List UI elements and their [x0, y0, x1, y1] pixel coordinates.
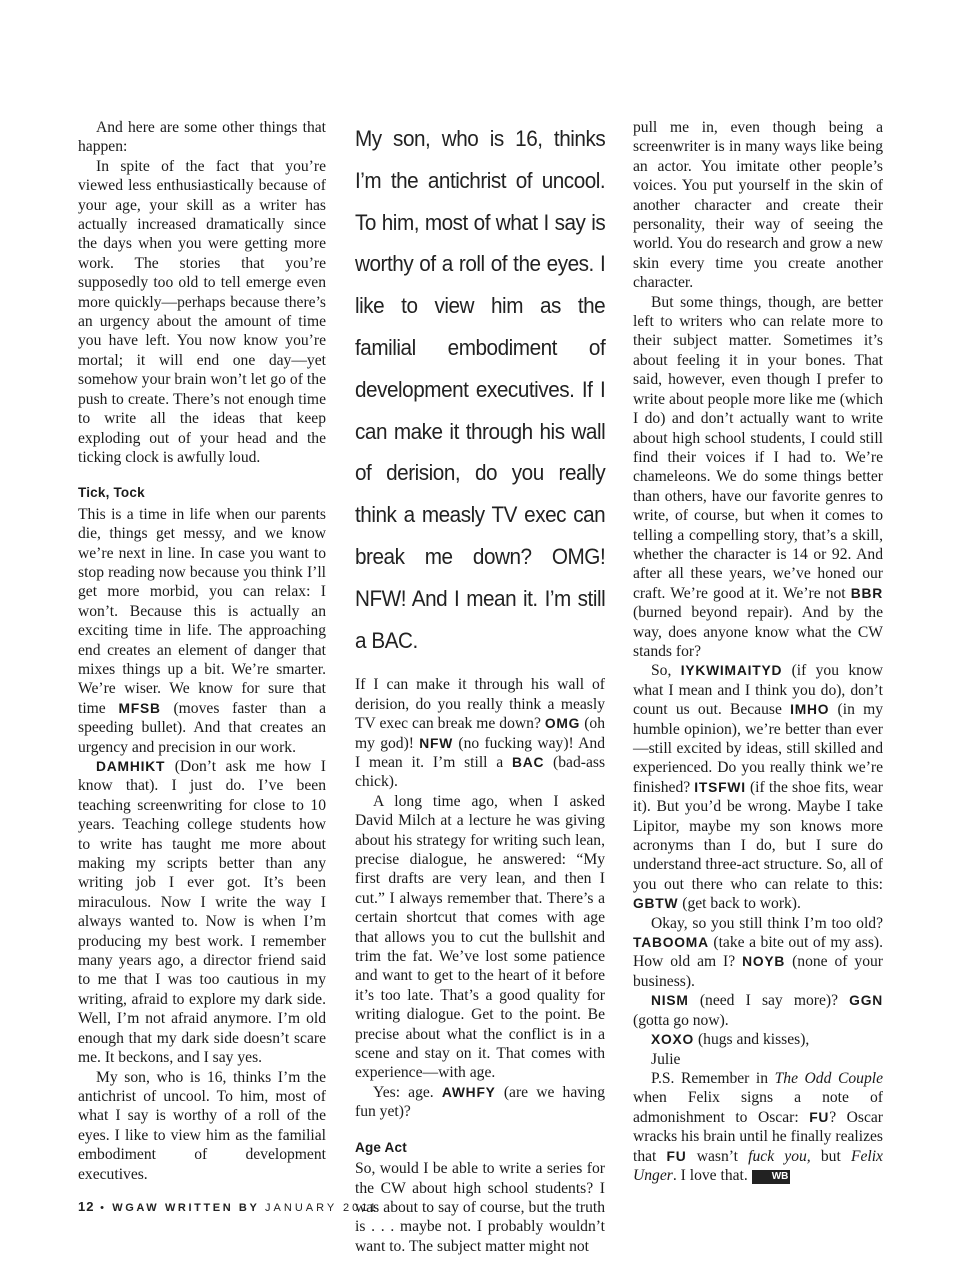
column-right — [633, 118, 883, 1185]
acronym: GGN — [849, 993, 883, 1009]
paragraph: If I can make it through his wall of derision, do you really think a measly TV exec can break me down? OMG (oh my god)! NFW (no fucking way)! And I mean it. I’m still a BAC (bad-ass chick). — [355, 676, 606, 791]
acronym: FU — [809, 1109, 830, 1125]
show-title: The Odd Couple — [774, 1069, 883, 1087]
acronym: AWHFY — [441, 1084, 496, 1100]
pull-quote: My son, who is 16, thinks I’m the antichrist of uncool. To him, most of what I say is worthy of a roll of the eyes. I like to view him as the familial embodiment of development executives. If I can make it through his wall of derision, do you really think a measly TV exec can break me down? OMG! NFW! And I mean it. I’m still a BAC. — [355, 126, 606, 653]
paragraph: Yes: age. AWHFY (are we having fun yet)? — [355, 1083, 605, 1121]
acronym: BAC — [511, 754, 545, 770]
end-mark-icon: WB — [752, 1170, 791, 1184]
page-footer — [78, 1199, 379, 1214]
paragraph: So, would I be able to write a series for the CW about high school students? I was about to say of course, but the truth is . . . maybe not. I probably wouldn’t want to. The subject matter might not — [355, 1160, 605, 1255]
acronym: NFW — [419, 735, 454, 751]
paragraph: XOXO (hugs and kisses), — [651, 1031, 810, 1049]
paragraph: NISM (need I say more)? GGN (gotta go now). — [633, 992, 883, 1029]
column-middle — [355, 118, 605, 1256]
issue-date: JANUARY 2011 — [265, 1202, 379, 1214]
paragraph-postscript: P.S. Remember in The Odd Couple when Felix signs a note of admonishment to Oscar: FU? Oscar wracks his brain until he finally realizes that FU wasn’t fuck you, but Felix Unger. I love that. WB — [633, 1069, 884, 1184]
paragraph: My son, who is 16, thinks I’m the antichrist of uncool. To him, most of what I say is worthy of a roll of the eyes. I like to view him as the familial embodiment of development executives. — [78, 1068, 326, 1183]
paragraph: A long time ago, when I asked David Milch at a lecture he was giving about his strategy for writing such lean, precise dialogue, he answered: “My first drafts are very lean, and then I cut.” I always remember that. There’s a certain shortcut that comes with age that allows you to cut the bullshit and trim the fat. We’ve lost some patience and want to get to the heart of it before it’s too late. That’s a good quality for writing dialogue. Get to the point. Be precise about what the conflict is in a scene and stay on it. That comes with experience—with age. — [355, 792, 605, 1082]
acronym: GBTW — [633, 896, 679, 912]
paragraph: pull me in, even though being a screenwriter is in many ways like being an actor. You imitate other people’s voices. You put yourself in the skin of another character and create their personality, their way of seeing the world. You do research and grow a new skin every time you create another character. — [633, 119, 883, 292]
acronym: XOXO — [651, 1032, 695, 1048]
paragraph: DAMHIKT (Don’t ask me how I know that). I just do. I’ve been teaching screenwriting for close to 10 years. Teaching college students how to write has taught me more about making my scripts better than any writing job I ever got. It’s been miraculous. Now I write the way I always wanted to. Now is when I’m producing my best work. I remember many years ago, a director friend said to me that I was too cautious in my writing, afraid to explore my dark side. Well, I’m not afraid anymore. I’m old enough that my dark side doesn’t scare me. It beckons, and I say yes. — [78, 758, 326, 1067]
acronym: NOYB — [742, 954, 786, 970]
acronym: BBR — [850, 585, 883, 601]
signature: Julie — [651, 1050, 681, 1068]
acronym: ITSFWI — [694, 779, 746, 795]
paragraph: This is a time in life when our parents die, things get messy, and we know we’re next in line. In case you want to stop reading now because you think I’ll get more morbid, you can relax: I won’t. Because this is actually an exciting time in life. The approaching end creates an element of danger that mixes things up a bit. We’re smarter. We’re wiser. We know for sure that time MFSB (moves faster than a speeding bullet). And that creates an urgency and precision in our work. — [78, 505, 326, 756]
publication-name: WGAW WRITTEN BY — [112, 1202, 260, 1214]
section-heading-age-act: Age Act — [355, 1139, 407, 1155]
paragraph: Okay, so you still think I’m too old? TABOOMA (take a bite out of my ass). How old am I? NOYB (none of your business). — [633, 914, 883, 990]
footer-bullet: • — [100, 1202, 107, 1214]
page-number: 12 — [78, 1199, 95, 1214]
paragraph: So, IYKWIMAITYD (if you know what I mean and I think you do), don’t count us out. Because IMHO (in my humble opinion), we’re better than ever—still excited by ideas, still skilled and experienced. Do you really think we’re finished? ITSFWI (if the shoe fits, wear it). But you’d be wrong. Maybe I take Lipitor, maybe my son knows more acronyms than I do, but I sure do understand three-act structure. So, all of you out there who can relate to this: GBTW (get back to work). — [633, 662, 883, 913]
section-heading-tick-tock: Tick, Tock — [78, 485, 145, 501]
acronym: OMG — [544, 716, 581, 732]
acronym: IYKWIMAITYD — [680, 663, 783, 679]
acronym: NISM — [651, 993, 689, 1009]
acronym: FU — [666, 1148, 687, 1164]
paragraph: And here are some other things that happen: — [78, 119, 326, 156]
column-left — [78, 118, 326, 1184]
acronym: DAMHIKT — [96, 759, 166, 774]
acronym: IMHO — [790, 702, 830, 718]
paragraph: In spite of the fact that you’re viewed less enthusiastically because of your age, your skill as a writer has actually increased dramatically since the days when you were getting more work. The stories that you’re supposedly too old to tell emerge even more quickly—perhaps because there’s an urgency about the amount of time you have left. You now know you’re mortal; it will end one day—yet somehow your brain won’t let go of the push to create. There’s not enough time to write all the ideas that keep exploding out of your head and the ticking clock is awfully loud. — [78, 157, 326, 466]
acronym: MFSB — [118, 700, 161, 716]
acronym: TABOOMA — [633, 935, 709, 951]
paragraph: But some things, though, are better left to writers who can relate more to their subject matter. Sometimes it’s about feeling it in your bones. That said, however, even though I prefer to write about people more like me (which I do) and don’t actually want to write about high school students, I could still find their voices if I had to. We’re chameleons. We do some things better than others, have our favorite genres to write, of course, but when it comes to telling a compelling story, that’s a skill, whether the character is 14 or 92. And after all these years, we’ve honed our craft. We’re good at it. We’re not BBR (burned beyond repair). And by the way, does anyone know what the CW stands for? — [633, 293, 883, 660]
